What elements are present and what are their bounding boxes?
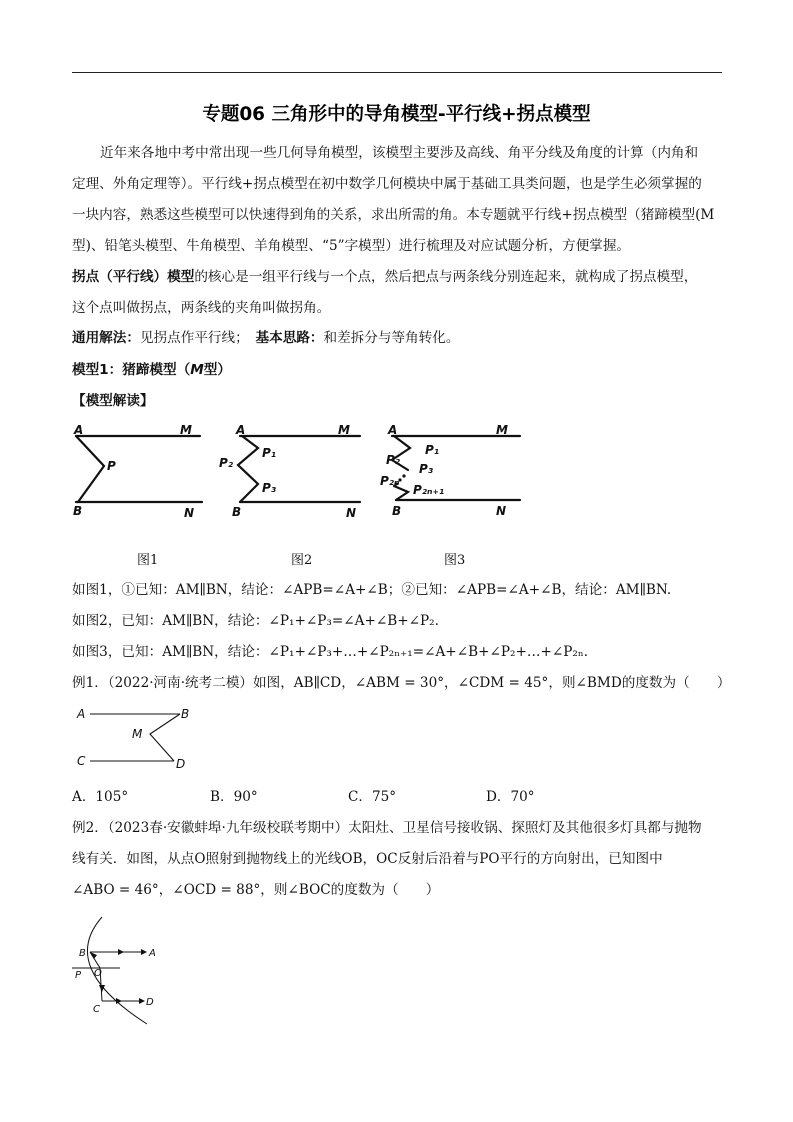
label-a: A xyxy=(388,423,398,437)
label-p2: P₂ xyxy=(386,453,401,467)
statement-1: 如图1，①已知：AM∥BN，结论：∠APB=∠A+∠B；②已知：∠APB=∠A+∠B，结论：AM∥BN. xyxy=(72,582,672,598)
label-p1: P₁ xyxy=(262,446,277,460)
example-1-figure xyxy=(74,700,204,775)
label-d: D xyxy=(146,997,154,1008)
polyline-lower xyxy=(394,486,408,500)
label-a: A xyxy=(74,423,84,437)
label-p1: P₁ xyxy=(425,443,440,457)
core-text-1: 的核心是一组平行线与一个点，然后把点与两条线分别连起来，就构成了拐点模型， xyxy=(194,269,698,285)
example-2-line-2: 线有关．如图，从点O照射到抛物线上的光线OB，OC反射后沿着与PO平行的方向射出，已知图中 xyxy=(72,851,663,867)
page-title: 专题06 三角形中的导角模型-平行线+拐点模型 xyxy=(202,104,591,125)
section-heading: 【模型解读】 xyxy=(72,393,154,409)
core-text-2: 这个点叫做拐点，两条线的夹角叫做拐角。 xyxy=(72,300,331,316)
label-c: C xyxy=(93,1004,100,1015)
figure-3 xyxy=(378,420,528,520)
intro-line-1: 近年来各地中考中常出现一些几何导角模型，该模型主要涉及高线、角平分线及角度的计算（内角和 xyxy=(100,145,699,161)
label-d: D xyxy=(176,757,186,771)
label-o: O xyxy=(94,968,102,979)
model-1-heading: 模型1：猪蹄模型（M型） xyxy=(72,362,231,378)
example-1-option-a: A．105° xyxy=(72,789,129,805)
figure-1 xyxy=(70,420,215,520)
method-line xyxy=(72,328,459,348)
statement-2: 如图2，已知：AM∥BN，结论：∠P₁+∠P₃=∠A+∠B+∠P₂. xyxy=(72,613,439,629)
polyline-bmd xyxy=(150,714,180,761)
label-c: C xyxy=(77,754,86,768)
caption-figure-2: 图2 xyxy=(291,553,313,568)
label-n: N xyxy=(346,506,357,520)
caption-figure-1: 图1 xyxy=(137,553,159,568)
label-m: M xyxy=(338,423,350,437)
header-rule xyxy=(72,72,722,73)
example-2-line-3: ∠ABO = 46°，∠OCD = 88°，则∠BOC的度数为（ ） xyxy=(72,882,440,898)
label-p2: P₂ xyxy=(219,456,234,470)
label-p3: P₃ xyxy=(262,481,277,495)
label-m: M xyxy=(496,423,508,437)
label-b: B xyxy=(232,505,242,519)
label-p3: P₃ xyxy=(419,462,434,476)
method-text-2: 和差拆分与等角转化。 xyxy=(323,330,460,346)
label-p2n: P₂ₙ xyxy=(380,474,400,488)
label-b: B xyxy=(392,504,402,518)
example-1-option-d: D．70° xyxy=(486,789,535,805)
example-1-question: 例1．（2022·河南·统考二模）如图，AB∥CD，∠ABM = 30°，∠CDM = 45°，则∠BMD的度数为（ ） xyxy=(72,675,731,691)
core-paragraph xyxy=(72,267,697,287)
label-p: P xyxy=(107,459,116,473)
example-1-option-c: C．75° xyxy=(348,789,397,805)
label-m: M xyxy=(132,727,143,741)
arrow-a xyxy=(141,949,147,955)
intro-line-4: 型)、铅笔头模型、牛角模型、羊角模型、“5”字模型）进行梳理及对应试题分析，方便掌握。 xyxy=(72,238,631,254)
example-1-option-b: B．90° xyxy=(210,789,258,805)
example-2-figure xyxy=(72,912,182,1027)
label-b: B xyxy=(73,504,83,518)
label-b: B xyxy=(181,707,190,721)
label-n: N xyxy=(496,504,507,518)
label-m: M xyxy=(180,423,192,437)
method-label-2: 基本思路： xyxy=(255,330,324,346)
label-a: A xyxy=(236,423,246,437)
intro-line-2: 定理、外角定理等）。平行线+拐点模型在初中数学几何模块中属于基础工具类问题，也是学生必须掌握的 xyxy=(72,176,702,192)
method-text-1: 见拐点作平行线； xyxy=(139,330,242,346)
label-p2n1: P₂ₙ₊₁ xyxy=(413,483,445,497)
label-a: A xyxy=(149,948,156,959)
core-term: 拐点（平行线）模型 xyxy=(72,269,195,285)
arrow-ob xyxy=(90,952,97,959)
method-label-1: 通用解法： xyxy=(72,330,140,346)
label-a: A xyxy=(77,707,86,721)
statement-3: 如图3，已知：AM∥BN，结论：∠P₁+∠P₃+…+∠P₂ₙ₊₁=∠A+∠B+∠P₂+…+∠P₂ₙ. xyxy=(72,644,589,660)
polyline-a-p1-p2-p3-b xyxy=(238,436,258,502)
polyline-apb xyxy=(76,436,104,502)
intro-line-3: 一块内容，熟悉这些模型可以快速得到角的关系，求出所需的角。本专题就平行线+拐点模型（猪蹄模型(M xyxy=(72,207,715,223)
arrow-ba xyxy=(118,949,124,955)
label-p: P xyxy=(75,970,82,981)
example-2-line-1: 例2．（2023春·安徽蚌埠·九年级校联考期中）太阳灶、卫星信号接收锅、探照灯及其他很多灯具都与抛物 xyxy=(72,820,702,836)
figure-2 xyxy=(218,420,368,520)
label-b: B xyxy=(79,948,86,959)
label-n: N xyxy=(184,506,195,520)
caption-figure-3: 图3 xyxy=(444,553,466,568)
arrow-d xyxy=(139,998,145,1004)
